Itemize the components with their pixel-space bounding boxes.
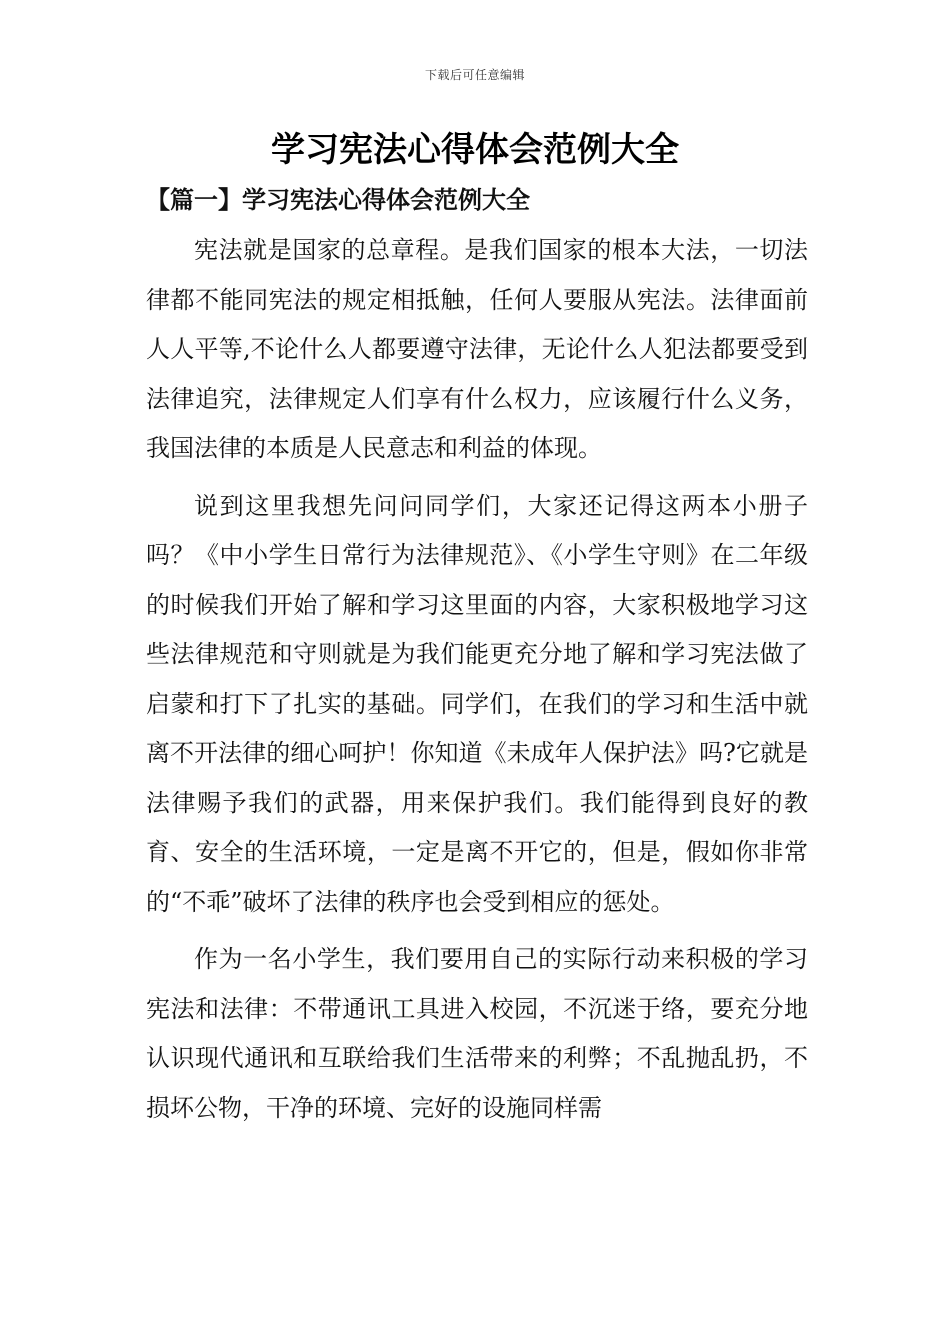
paragraph: 说到这里我想先问问同学们，大家还记得这两本小册子吗？《中小学生日常行为法律规范》、《小学生守则》在二年级的时候我们开始了解和学习这里面的内容，大家积极地学习这些法律规范和守则就是为我们能更充分地了解和学习宪法做了启蒙和打下了扎实的基础。同学们，在我们的学习和生活中就离不开法律的细心呵护！你知道《未成年人保护法》吗?它就是法律赐予我们的武器，用来保护我们。我们能得到良好的教育、安全的生活环境，一定是离不开它的，但是，假如你非常的“不乖”破坏了法律的秩序也会受到相应的惩处。 xyxy=(146,491,808,916)
page-header-note: 下载后可任意编辑 xyxy=(424,68,525,82)
document-title: 学习宪法心得体会范例大全 xyxy=(271,130,679,170)
section-heading: 【篇一】学习宪法心得体会范例大全 xyxy=(146,185,530,214)
paragraph: 作为一名小学生，我们要用自己的实际行动来积极的学习宪法和法律：不带通讯工具进入校园，不沉迷于络，要充分地认识现代通讯和互联给我们生活带来的利弊；不乱抛乱扔，不损坏公物，干净的环境、完好的设施同样需 xyxy=(146,945,808,1122)
paragraph: 宪法就是国家的总章程。是我们国家的根本大法，一切法律都不能同宪法的规定相抵触，任何人要服从宪法。法律面前人人平等,不论什么人都要遵守法律，无论什么人犯法都要受到法律追究，法律规定人们享有什么权力，应该履行什么义务，我国法律的本质是人民意志和利益的体现。 xyxy=(146,236,808,462)
document-body xyxy=(146,226,808,1141)
